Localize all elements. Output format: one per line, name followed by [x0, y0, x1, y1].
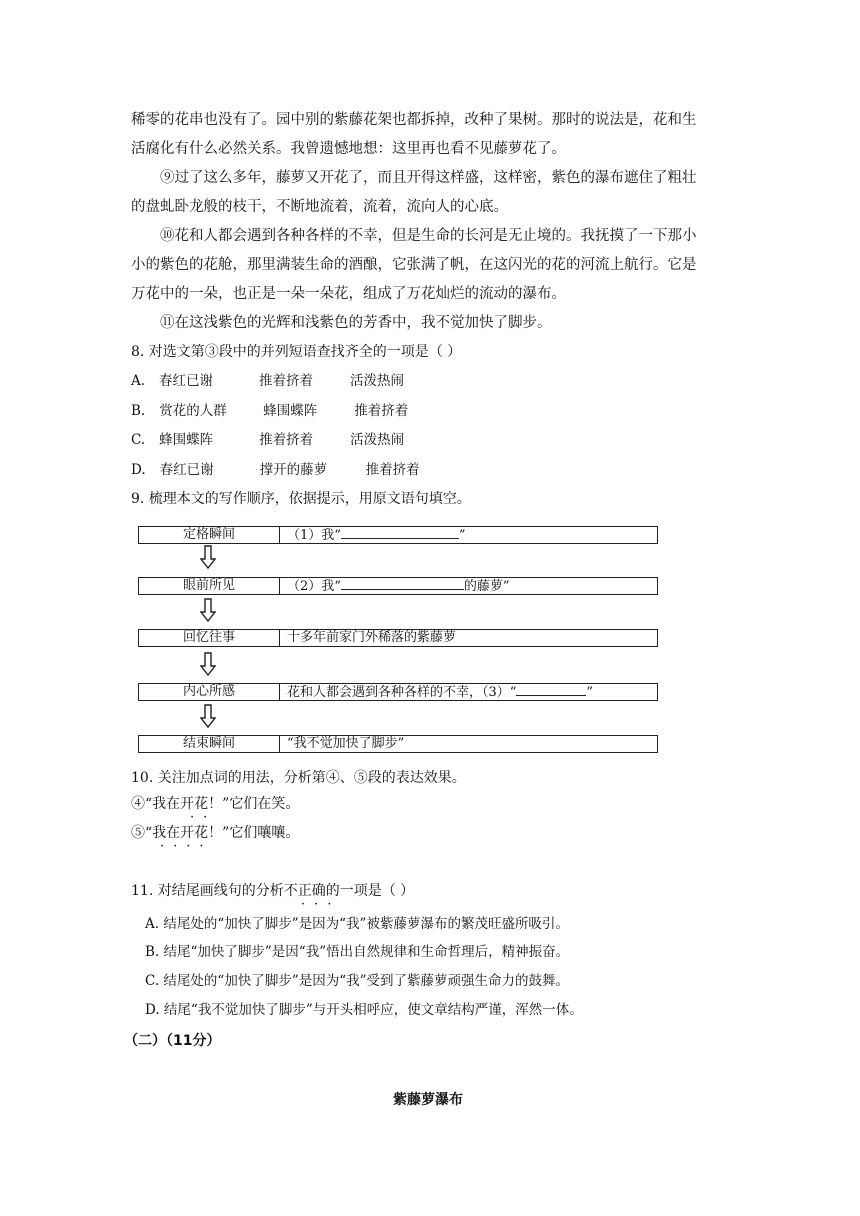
emphasis-dots: ··· — [301, 897, 341, 912]
section-heading: （二）（11分） — [124, 1033, 221, 1049]
answer-blank[interactable] — [516, 684, 586, 696]
paragraph-11: ⑪在这浅紫色的光辉和浅紫色的芳香中，我不觉加快了脚步。 — [160, 315, 552, 331]
passage-line: 的盘虬卧龙般的枝干，不断地流着，流着，流向人的心底。 — [131, 199, 508, 215]
q11-option-c: C. 结尾处的“加快了脚步”是因为“我”受到了紫藤萝顽强生命力的鼓舞。 — [145, 973, 570, 989]
paragraph-9: ⑨过了这么多年，藤萝又开花了，而且开得这样盛，这样密，紫色的瀑布遮住了粗壮 — [160, 170, 697, 186]
q8-option-d: D. 春红已谢 撑开的藤萝 推着挤着 — [131, 462, 420, 478]
q11-option-b: B. 结尾“加快了脚步”是因“我”悟出自然规律和生命哲理后，精神振奋。 — [145, 944, 570, 960]
flow-content: （1）我“ ” — [287, 528, 466, 543]
q8-option-a: A. 春红已谢 推着挤着 活泼热闹 — [131, 373, 405, 389]
question-9-stem: 9. 梳理本文的写作顺序，依据提示，用原文语句填空。 — [131, 491, 471, 507]
answer-blank[interactable] — [341, 527, 459, 539]
flow-row-4 — [138, 683, 658, 701]
emphasis-dots: ·· — [190, 810, 217, 825]
flow-content: （2）我“ 的藤萝” — [287, 579, 510, 594]
question-11-stem: 11. 对结尾画线句的分析不正确的一项是（ ） — [131, 883, 415, 899]
down-arrow-icon — [200, 598, 216, 622]
question-10-stem: 10. 关注加点词的用法，分析第④、⑤段的表达效果。 — [131, 770, 466, 786]
flow-row-5 — [138, 735, 658, 753]
flow-row-3 — [138, 629, 658, 647]
dotted-words: 开花 — [180, 796, 209, 812]
flow-content: 花和人都会遇到各种各样的不幸，（3）“ ” — [287, 685, 594, 700]
emphasis-dots: ···· — [160, 839, 213, 854]
section-title: 紫藤萝瀑布 — [393, 1092, 463, 1108]
q10-sentence-5: ⑤“我在开花！”它们嚷嚷。 — [131, 825, 300, 841]
down-arrow-icon — [200, 545, 216, 569]
q10-sentence-4: ④“我在开花！”它们在笑。 — [131, 796, 300, 812]
question-8-stem: 8. 对选文第③段中的并列短语查找齐全的一项是（ ） — [131, 344, 462, 360]
flow-row-2 — [138, 577, 658, 595]
flow-row-1 — [138, 526, 658, 544]
flow-label: 定格瞬间 — [139, 527, 280, 543]
passage-line: 稀零的花串也没有了。园中别的紫藤花架也都拆掉，改种了果树。那时的说法是，花和生 — [131, 112, 697, 128]
dotted-words: 不正确 — [283, 883, 326, 899]
flow-label: 结束瞬间 — [139, 736, 280, 752]
q11-option-a: A. 结尾处的“加快了脚步”是因为“我”被紫藤萝瀑布的繁茂旺盛所吸引。 — [145, 916, 569, 932]
down-arrow-icon — [200, 652, 216, 676]
paragraph-10: ⑩花和人都会遇到各种各样的不幸，但是生命的长河是无止境的。我抚摸了一下那小 — [160, 228, 697, 244]
flow-content: “我不觉加快了脚步” — [287, 736, 405, 751]
dotted-words: 我在开花 — [152, 825, 209, 841]
answer-blank[interactable] — [341, 578, 464, 590]
q11-option-d: D. 结尾“我不觉加快了脚步”与开头相呼应，使文章结构严谨，浑然一体。 — [145, 1002, 583, 1018]
flow-label: 内心所感 — [139, 684, 280, 700]
down-arrow-icon — [200, 704, 216, 728]
passage-line: 活腐化有什么必然关系。我曾遗憾地想：这里再也看不见藤萝花了。 — [131, 141, 566, 157]
q8-option-b: B. 赏花的人群 蜂围蝶阵 推着挤着 — [131, 403, 409, 419]
flow-label: 眼前所见 — [139, 578, 280, 594]
flow-label: 回忆往事 — [139, 630, 280, 646]
passage-line: 万花中的一朵，也正是一朵一朵花，组成了万花灿烂的流动的瀑布。 — [131, 286, 566, 302]
flow-content: 十多年前家门外稀落的紫藤萝 — [287, 630, 457, 645]
passage-line: 小的紫色的花舱，那里满装生命的酒酿，它张满了帆，在这闪光的花的河流上航行。它是 — [131, 257, 697, 273]
q8-option-c: C. 蜂围蝶阵 推着挤着 活泼热闹 — [131, 432, 405, 448]
